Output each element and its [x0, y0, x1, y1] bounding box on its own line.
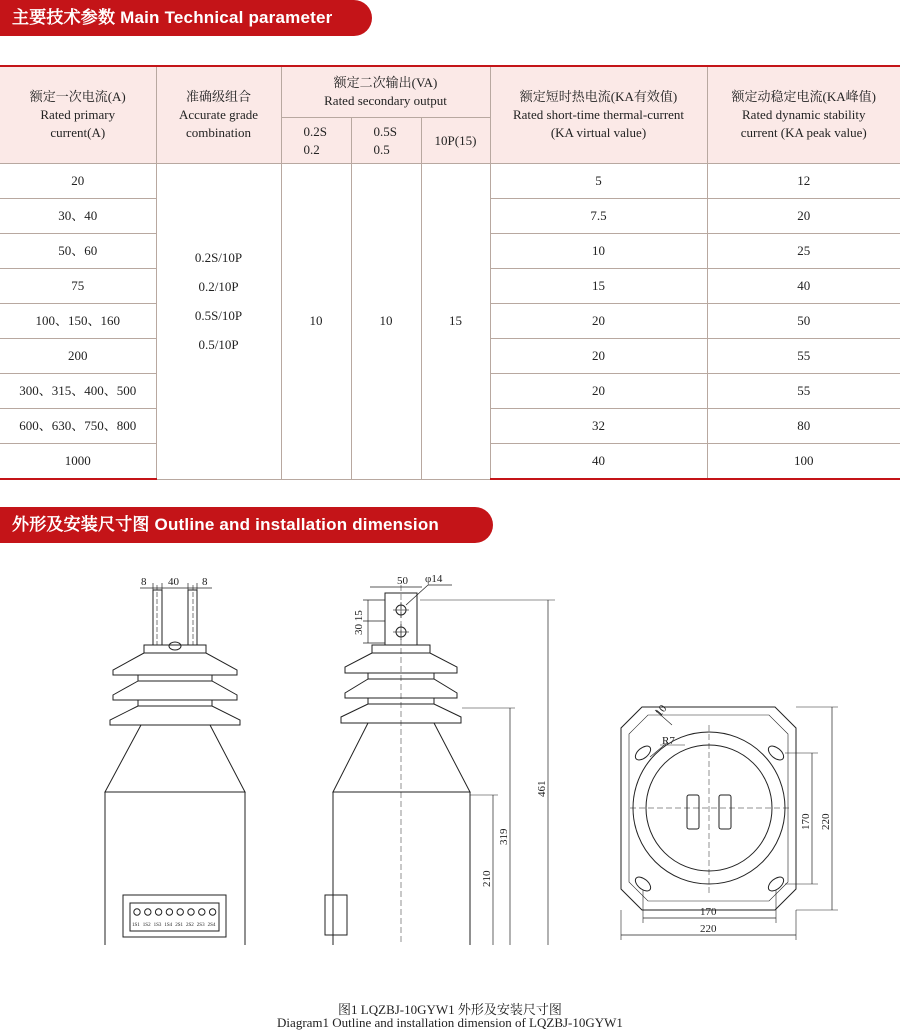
- cell-dynamic: 80: [707, 409, 900, 444]
- cell-thermal: 20: [490, 304, 707, 339]
- dim-220-horizontal: 220: [700, 923, 717, 935]
- header-dynamic-current: 额定动稳定电流(KA峰值) Rated dynamic stability current (KA peak value): [707, 66, 900, 164]
- technical-parameter-table: [0, 65, 900, 480]
- side-view: [318, 585, 555, 945]
- caption-english: Diagram1 Outline and installation dimension of LQZBJ-10GYW1: [277, 1015, 623, 1030]
- cell-primary: 200: [0, 339, 156, 374]
- dim-30-15: 30 15: [353, 610, 365, 635]
- header-secondary-output: 额定二次输出(VA) Rated secondary output: [281, 66, 490, 118]
- terminal-label: 2S2: [186, 923, 194, 928]
- dim-220-vertical: 220: [820, 813, 832, 830]
- cell-thermal: 7.5: [490, 199, 707, 234]
- terminal-screw: [134, 909, 140, 915]
- header-output-10p: 10P(15): [421, 118, 490, 164]
- cell-grades: [156, 164, 281, 480]
- header-primary-current: 额定一次电流(A) Rated primary current(A): [0, 66, 156, 164]
- cell-primary: 20: [0, 164, 156, 199]
- section-title-outline: 外形及安装尺寸图 Outline and installation dimension: [0, 507, 493, 543]
- cell-thermal: 32: [490, 409, 707, 444]
- terminal-screw: [209, 909, 215, 915]
- cell-thermal: 20: [490, 374, 707, 409]
- dim-8-right: 8: [202, 576, 208, 588]
- cell-thermal: 40: [490, 444, 707, 480]
- dim-10: 10: [653, 702, 670, 719]
- cell-thermal: 15: [490, 269, 707, 304]
- cell-output-05: 10: [351, 164, 421, 480]
- dim-461: 461: [536, 780, 548, 797]
- outline-drawing: [0, 545, 900, 945]
- cell-thermal: 5: [490, 164, 707, 199]
- cell-dynamic: 55: [707, 374, 900, 409]
- caption-chinese: 图1 LQZBJ-10GYW1 外形及安装尺寸图: [338, 1002, 562, 1017]
- cell-output-02: 10: [281, 164, 351, 480]
- cell-primary: 600、630、750、800: [0, 409, 156, 444]
- terminal-label: 1S2: [142, 923, 151, 928]
- terminal-screw: [166, 909, 172, 915]
- cell-dynamic: 50: [707, 304, 900, 339]
- dim-319: 319: [498, 828, 510, 845]
- terminal-screw: [155, 909, 161, 915]
- cell-dynamic: 55: [707, 339, 900, 374]
- cell-dynamic: 20: [707, 199, 900, 234]
- cell-thermal: 20: [490, 339, 707, 374]
- grade-item: 0.5S/10P: [194, 308, 243, 324]
- section-title-parameters: 主要技术参数 Main Technical parameter: [0, 0, 372, 36]
- terminal-screw: [177, 909, 183, 915]
- header-accuracy-grade: 准确级组合 Accurate grade combination: [156, 66, 281, 164]
- grade-item: 0.2/10P: [198, 279, 239, 295]
- dim-r7: R7: [662, 735, 675, 747]
- grade-item: 0.2S/10P: [194, 250, 243, 266]
- cell-primary: 75: [0, 269, 156, 304]
- cell-primary: 1000: [0, 444, 156, 480]
- terminal-screw: [145, 909, 151, 915]
- cell-primary: 300、315、400、500: [0, 374, 156, 409]
- terminal-label: 2S3: [196, 923, 205, 928]
- grade-item: 0.5/10P: [198, 337, 239, 353]
- dim-50: 50: [397, 575, 408, 587]
- cell-dynamic: 100: [707, 444, 900, 480]
- header-output-02: 0.2S 0.2: [281, 118, 351, 164]
- cell-thermal: 10: [490, 234, 707, 269]
- dim-210: 210: [481, 870, 493, 887]
- dim-40: 40: [168, 576, 179, 588]
- cell-dynamic: 40: [707, 269, 900, 304]
- cell-primary: 50、60: [0, 234, 156, 269]
- cell-dynamic: 12: [707, 164, 900, 199]
- dim-8-left: 8: [141, 576, 147, 588]
- terminal-label: 2S4: [207, 923, 216, 928]
- cell-primary: 100、150、160: [0, 304, 156, 339]
- dim-170-vertical: 170: [800, 813, 812, 830]
- terminal-screw: [199, 909, 205, 915]
- dim-phi14: φ14: [425, 573, 443, 585]
- terminal-label: 1S3: [153, 923, 162, 928]
- cell-output-10p: 15: [421, 164, 490, 480]
- terminal-label: 1S1: [132, 923, 140, 928]
- front-view: [90, 583, 261, 945]
- header-output-05: 0.5S 0.5: [351, 118, 421, 164]
- terminal-screw: [188, 909, 194, 915]
- cell-primary: 30、40: [0, 199, 156, 234]
- terminal-label: 1S4: [164, 923, 173, 928]
- cell-dynamic: 25: [707, 234, 900, 269]
- table-row: [0, 164, 900, 199]
- dim-170-horizontal: 170: [700, 906, 717, 918]
- terminal-label: 2S1: [175, 923, 183, 928]
- header-thermal-current: 额定短时热电流(KA有效值) Rated short-time thermal-current (KA virtual value): [490, 66, 707, 164]
